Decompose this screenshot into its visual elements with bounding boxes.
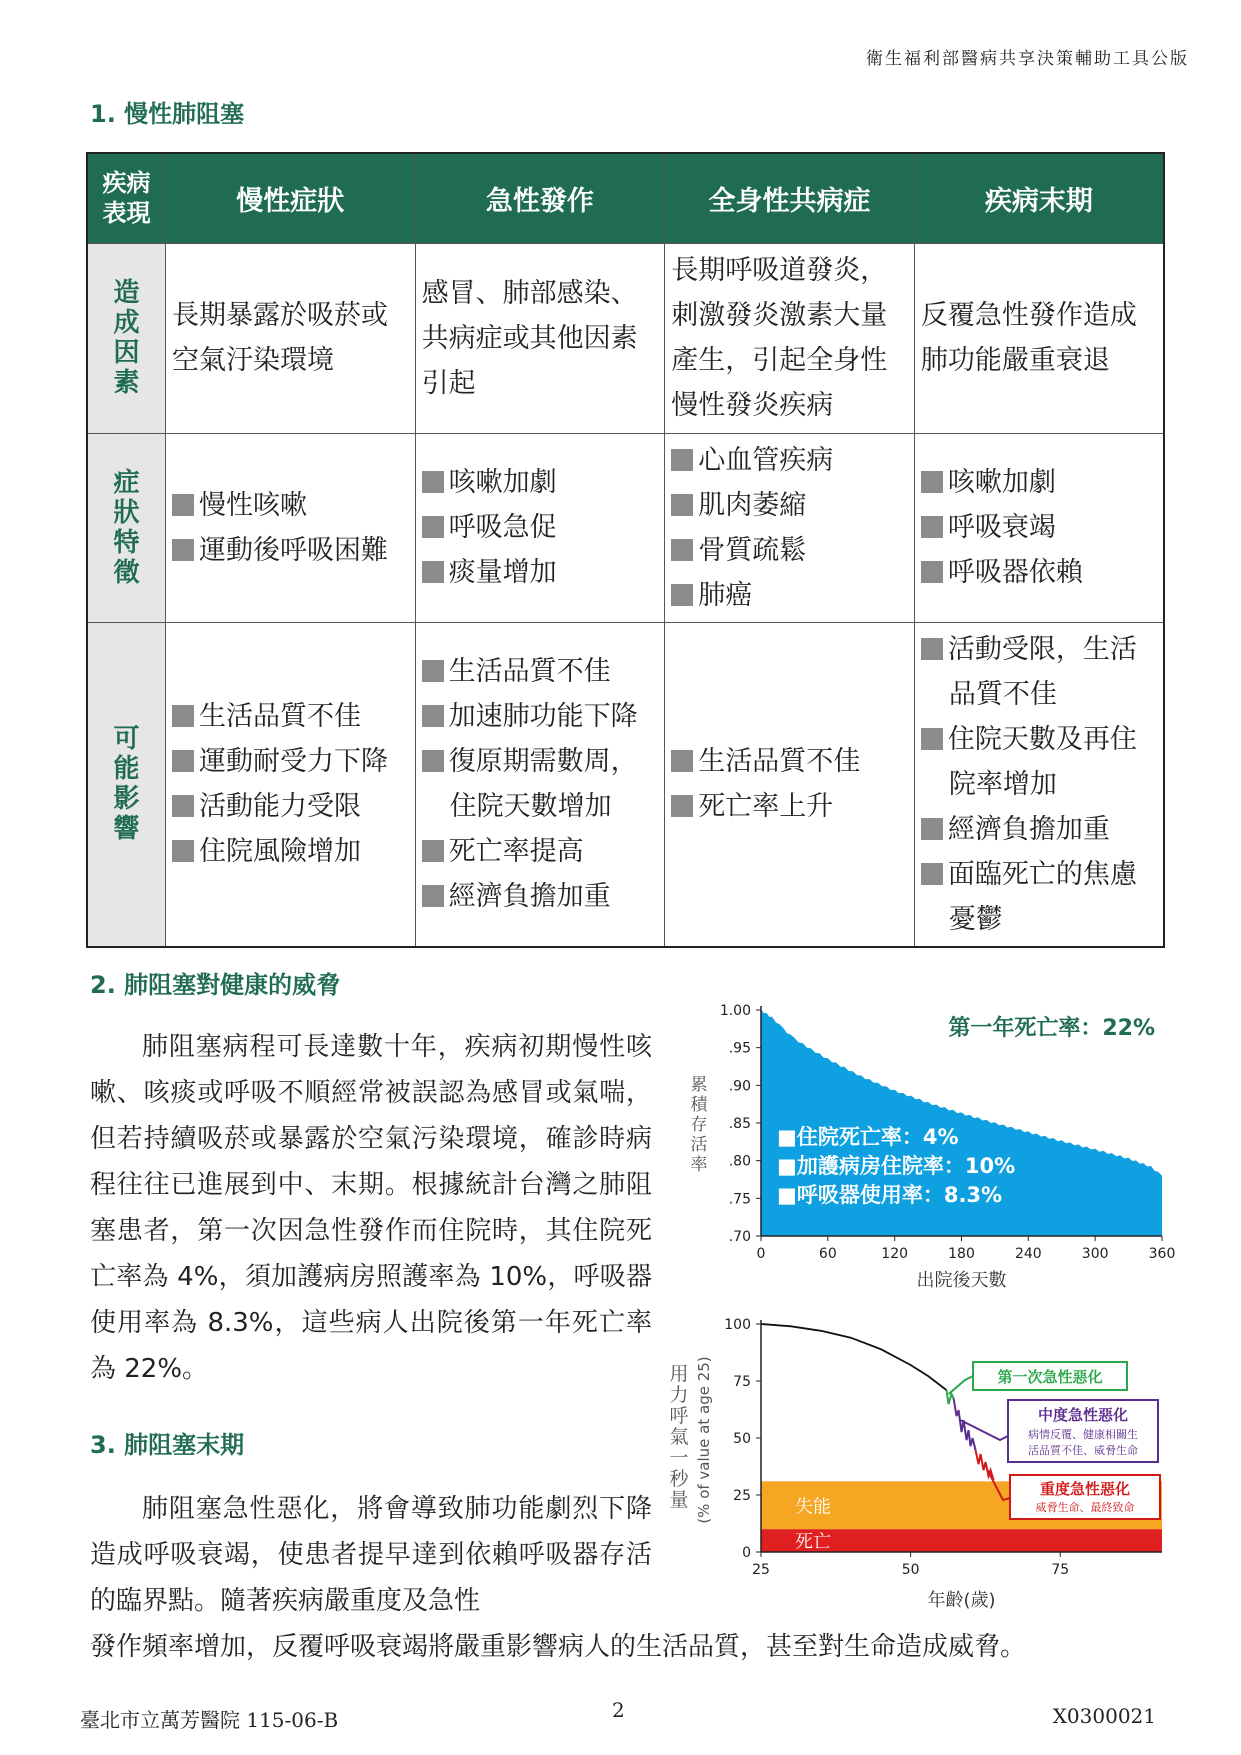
bullet-item: 運動後呼吸困難 — [172, 528, 409, 573]
bullet-item: 骨質疏鬆 — [671, 528, 908, 573]
bullet-item: 活動受限，生活品質不佳 — [921, 627, 1157, 717]
annotation: ■住院死亡率：4% — [777, 1125, 959, 1149]
section-3-paragraph: 肺阻塞急性惡化，將會導致肺功能劇烈下降造成呼吸衰竭，使患者提早達到依賴呼吸器存活的臨界點。隨著疾病嚴重度及急性 — [90, 1494, 652, 1616]
section-1-title: 1. 慢性肺阻塞 — [90, 100, 245, 128]
y-axis-label-char: 活 — [690, 1135, 708, 1155]
y-tick-label: 50 — [733, 1431, 751, 1447]
bullet-item: 經濟負擔加重 — [921, 807, 1157, 852]
bullet-item: 心血管疾病 — [671, 438, 908, 483]
square-bullet-icon — [172, 750, 194, 772]
bullet-item: 呼吸急促 — [422, 505, 659, 550]
bullet-item: 住院天數及再住院率增加 — [921, 717, 1157, 807]
table-cell: 反覆急性發作造成肺功能嚴重衰退 — [914, 243, 1164, 433]
page-number: 2 — [612, 1698, 625, 1722]
copd-table — [86, 152, 1165, 948]
bullet-item: 痰量增加 — [422, 550, 659, 595]
y-axis-label-char: 率 — [690, 1155, 708, 1175]
square-bullet-icon — [172, 705, 194, 727]
bullet-item: 復原期需數周，住院天數增加 — [422, 739, 659, 829]
x-tick-label: 240 — [1014, 1246, 1042, 1262]
section-3-title: 3. 肺阻塞末期 — [90, 1431, 245, 1459]
section-3-paragraph-cont: 發作頻率增加，反覆呼吸衰竭將嚴重影響病人的生活品質，甚至對生命造成威脅。 — [90, 1632, 1027, 1662]
y-tick-label: 75 — [733, 1374, 751, 1390]
square-bullet-icon — [921, 561, 943, 583]
x-tick-label: 60 — [818, 1246, 837, 1262]
table-cell — [166, 622, 416, 947]
square-bullet-icon — [422, 705, 444, 727]
square-bullet-icon — [921, 863, 943, 885]
square-bullet-icon — [422, 561, 444, 583]
moderate-exacerbation-drop — [954, 1398, 976, 1450]
y-tick-label: .95 — [728, 1040, 751, 1057]
square-bullet-icon — [921, 728, 943, 750]
bullet-item: 肌肉萎縮 — [671, 483, 908, 528]
bullet-item: 加速肺功能下降 — [422, 694, 659, 739]
table-header-cell: 全身性共病症 — [665, 153, 915, 243]
square-bullet-icon — [422, 750, 444, 772]
bullet-item: 死亡率提高 — [422, 829, 659, 874]
square-bullet-icon — [172, 795, 194, 817]
bullet-item: 死亡率上升 — [671, 784, 908, 829]
square-bullet-icon — [671, 449, 693, 471]
y-axis-label-char: 秒 — [669, 1468, 689, 1490]
y-axis-label-char: 存 — [690, 1115, 708, 1135]
square-bullet-icon — [172, 539, 194, 561]
table-cell: 長期暴露於吸菸或空氣汙染環境 — [166, 243, 416, 433]
y-tick-label: .75 — [728, 1191, 751, 1208]
table-cell: 感冒、肺部感染、共病症或其他因素引起 — [415, 243, 665, 433]
x-tick-label: 120 — [881, 1246, 909, 1262]
callout-desc: 病情反覆、健康相關生 — [1028, 1428, 1138, 1441]
square-bullet-icon — [422, 885, 444, 907]
x-tick-label: 300 — [1081, 1246, 1109, 1262]
x-tick-label: 75 — [1051, 1562, 1070, 1578]
footer-code: X0300021 — [1052, 1704, 1156, 1728]
table-header-cell: 慢性症狀 — [166, 153, 416, 243]
bullet-item: 生活品質不佳 — [671, 739, 908, 784]
section-2-paragraph: 肺阻塞病程可長達數十年，疾病初期慢性咳嗽、咳痰或呼吸不順經常被誤認為感冒或氣喘，但若持續吸菸或暴露於空氣污染環境，確診時病程往往已進展到中、末期。根據統計台灣之肺阻塞患者，第一次因急性發作而住院時，其住院死亡率為 4%，須加護病房照護率為 10%，呼吸器使用率為 8.3%，這些病人出院後第一年死亡率為 22%。 — [90, 1032, 652, 1384]
table-header-cell: 急性發作 — [415, 153, 665, 243]
table-cell — [914, 622, 1164, 947]
x-axis-label: 年齡(歲) — [927, 1590, 996, 1611]
table-row — [87, 622, 1164, 947]
callout-title: 重度急性惡化 — [1039, 1480, 1131, 1498]
table-cell — [415, 622, 665, 947]
table-cell — [415, 433, 665, 622]
y-tick-label: 25 — [733, 1488, 751, 1504]
band-label: 死亡 — [795, 1531, 831, 1553]
x-tick-label: 360 — [1148, 1246, 1176, 1262]
bullet-item: 活動能力受限 — [172, 784, 409, 829]
y-axis-label-char: 積 — [690, 1095, 708, 1115]
x-tick-label: 25 — [752, 1562, 770, 1578]
table-cell — [166, 433, 416, 622]
square-bullet-icon — [422, 660, 444, 682]
y-axis-label-char: 力 — [669, 1384, 689, 1406]
table-cell — [665, 433, 915, 622]
annotation: ■加護病房住院率：10% — [777, 1154, 1016, 1178]
footer-hospital: 臺北市立萬芳醫院 115-06-B — [80, 1708, 339, 1732]
bullet-item: 呼吸衰竭 — [921, 505, 1157, 550]
square-bullet-icon — [671, 795, 693, 817]
y-tick-label: 1.00 — [719, 1003, 751, 1019]
y-tick-label: 100 — [724, 1317, 751, 1333]
bullet-item: 經濟負擔加重 — [422, 874, 659, 919]
table-cell — [665, 622, 915, 947]
table-row — [87, 433, 1164, 622]
callout-title: 第一次急性惡化 — [997, 1368, 1103, 1386]
x-tick-label: 0 — [756, 1246, 766, 1262]
bullet-item: 運動耐受力下降 — [172, 739, 409, 784]
annotation: ■呼吸器使用率：8.3% — [777, 1183, 1003, 1207]
table-header-row — [87, 153, 1164, 243]
y-axis-label-char: 氣 — [669, 1426, 689, 1448]
square-bullet-icon — [671, 494, 693, 516]
square-bullet-icon — [172, 840, 194, 862]
y-axis-label-char: 呼 — [669, 1405, 689, 1427]
square-bullet-icon — [422, 516, 444, 538]
bullet-item: 面臨死亡的焦慮憂鬱 — [921, 852, 1157, 942]
square-bullet-icon — [671, 584, 693, 606]
square-bullet-icon — [172, 494, 194, 516]
y-axis-label-char: 累 — [690, 1075, 708, 1095]
square-bullet-icon — [921, 638, 943, 660]
table-header-cell: 疾病表現 — [87, 153, 166, 243]
y-axis-label-char: 量 — [669, 1489, 689, 1511]
callout-title: 中度急性惡化 — [1037, 1406, 1129, 1424]
fev1-curve — [761, 1324, 947, 1390]
band-label: 失能 — [795, 1496, 831, 1518]
table-cell: 長期呼吸道發炎，刺激發炎激素大量產生，引起全身性慢性發炎疾病 — [665, 243, 915, 433]
square-bullet-icon — [921, 516, 943, 538]
square-bullet-icon — [921, 818, 943, 840]
table-header-cell: 疾病末期 — [914, 153, 1164, 243]
survival-chart — [665, 990, 1185, 1300]
header-org: 衛生福利部醫病共享決策輔助工具公版 — [866, 49, 1189, 69]
y-axis-label-char: 用 — [669, 1363, 689, 1385]
bullet-item: 生活品質不佳 — [172, 694, 409, 739]
callout-desc: 威脅生命、最終致命 — [1035, 1501, 1135, 1514]
bullet-item: 咳嗽加劇 — [921, 460, 1157, 505]
y-axis-label-char: 一 — [669, 1447, 689, 1469]
y-tick-label: 0 — [742, 1545, 751, 1561]
square-bullet-icon — [422, 840, 444, 862]
row-header: 造成因素 — [87, 243, 166, 433]
chart-title: 第一年死亡率：22% — [948, 1016, 1155, 1041]
bullet-item: 住院風險增加 — [172, 829, 409, 874]
square-bullet-icon — [671, 750, 693, 772]
bullet-item: 肺癌 — [671, 573, 908, 618]
bullet-item: 生活品質不佳 — [422, 649, 659, 694]
fev1-chart — [665, 1300, 1185, 1630]
y-axis-sublabel: (% of value at age 25) — [695, 1356, 713, 1524]
section-2-title: 2. 肺阻塞對健康的威脅 — [90, 971, 341, 999]
x-axis-label: 出院後天數 — [916, 1270, 1007, 1291]
row-header: 可能影響 — [87, 622, 166, 947]
bullet-item: 咳嗽加劇 — [422, 460, 659, 505]
x-tick-label: 50 — [901, 1562, 920, 1578]
square-bullet-icon — [422, 471, 444, 493]
square-bullet-icon — [671, 539, 693, 561]
callout-desc: 活品質不佳、威脅生命 — [1028, 1444, 1138, 1457]
table-row — [87, 243, 1164, 433]
bullet-item: 慢性咳嗽 — [172, 483, 409, 528]
y-tick-label: .85 — [728, 1116, 751, 1132]
x-tick-label: 180 — [948, 1246, 975, 1262]
square-bullet-icon — [921, 471, 943, 493]
bullet-item: 呼吸器依賴 — [921, 550, 1157, 595]
y-tick-label: .90 — [728, 1078, 751, 1095]
table-cell — [914, 433, 1164, 622]
callout-pointer — [949, 1376, 973, 1394]
y-tick-label: .80 — [728, 1153, 751, 1170]
row-header: 症狀特徵 — [87, 433, 166, 622]
y-tick-label: .70 — [728, 1229, 751, 1245]
